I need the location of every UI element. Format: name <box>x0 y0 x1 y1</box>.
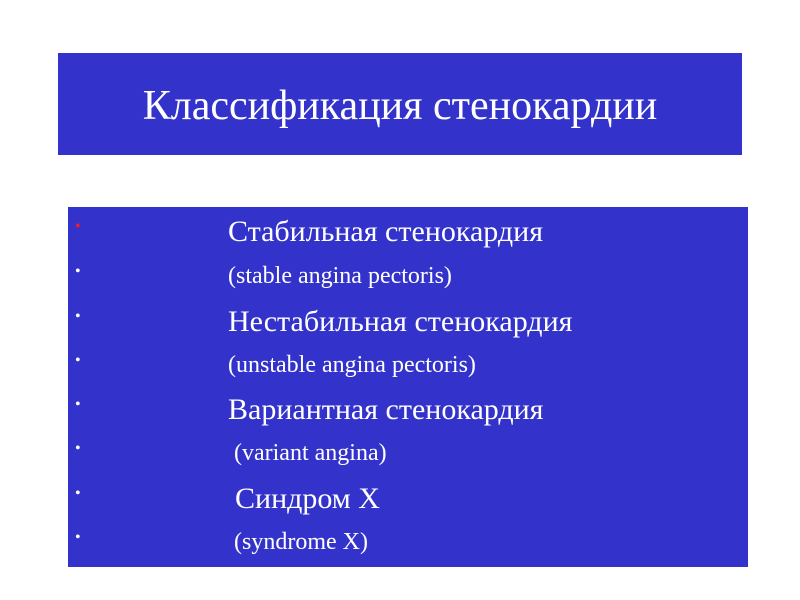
list-item <box>68 522 748 562</box>
bullet-icon: • <box>75 263 81 280</box>
bullet-icon: • <box>75 308 81 325</box>
bullet-icon: • <box>75 485 81 502</box>
list-item <box>68 433 748 473</box>
item-text-syndrome-en: (syndrome X) <box>234 529 368 555</box>
list-item <box>68 301 748 341</box>
bullet-icon: • <box>75 218 81 235</box>
item-text-variant-ru: Вариантная стенокардия <box>228 393 544 426</box>
item-text-stable-en: (stable angina pectoris) <box>228 263 452 289</box>
item-text-unstable-en: (unstable angina pectoris) <box>228 352 476 378</box>
content-box <box>68 207 748 567</box>
item-text-variant-en: (variant angina) <box>234 440 387 466</box>
title-box <box>58 53 742 155</box>
item-text-syndrome-ru: Синдром Х <box>235 482 380 515</box>
bullet-icon: • <box>75 529 81 546</box>
list-item <box>68 211 748 251</box>
list-item <box>68 478 748 518</box>
list-item <box>68 256 748 296</box>
list-item <box>68 345 748 385</box>
list-item <box>68 389 748 429</box>
item-text-unstable-ru: Нестабильная стенокардия <box>228 305 573 338</box>
bullet-icon: • <box>75 396 81 413</box>
slide-title: Классификация стенокардии <box>142 83 658 129</box>
bullet-icon: • <box>75 440 81 457</box>
bullet-icon: • <box>75 352 81 369</box>
item-text-stable-ru: Стабильная стенокардия <box>228 215 543 248</box>
